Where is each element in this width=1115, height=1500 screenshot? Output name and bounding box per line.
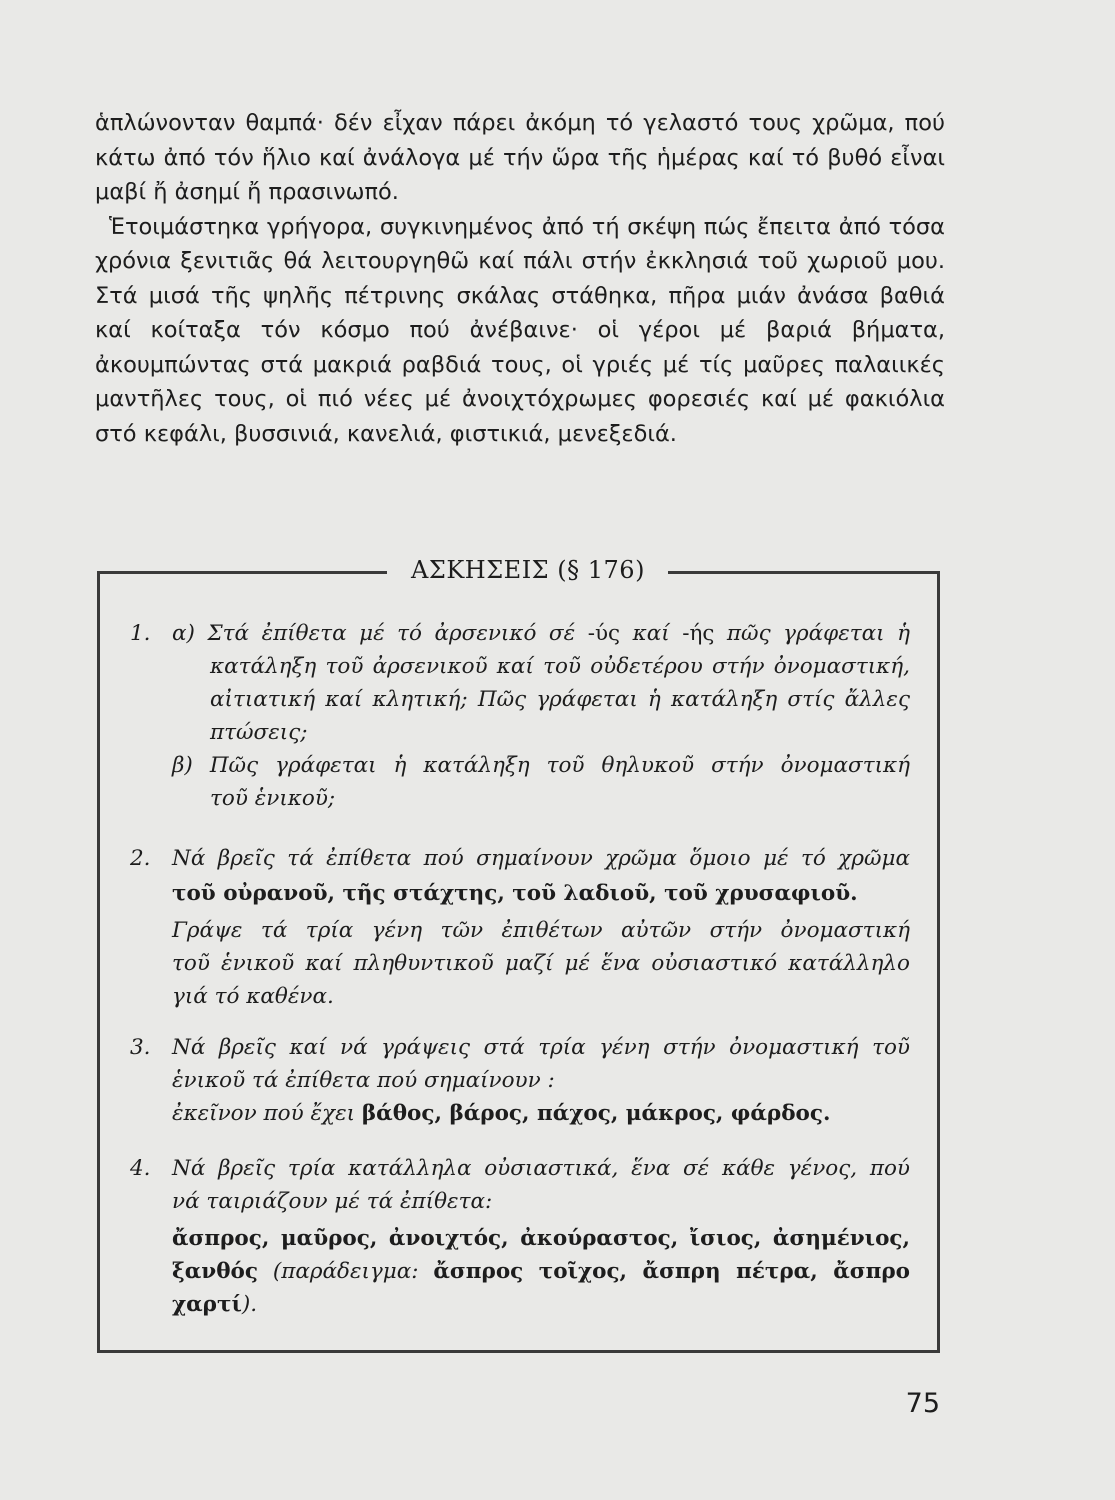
exercise-line: πτώσεις;: [210, 720, 308, 745]
prose-line: Ἑτοιμάστηκα γρήγορα, συγκινημένος ἀπό τή σκέψη πώς ἔπειτα: [109, 213, 831, 240]
prose-text: [95, 106, 945, 451]
exercise-line: [172, 1097, 910, 1130]
exercise-line: νά ταιριάζουν μέ τά ἐπίθετα:: [172, 1189, 493, 1214]
prose-line: μενεξεδιά.: [557, 420, 677, 447]
prose-line: τίς μαῦρες παλαιικές μαντῆλες τους, οἱ πιό νέες μέ ἀνοιχτόχρωμες: [95, 351, 945, 412]
prose-line: ἁπλώνονταν θαμπά· δέν εἶχαν πάρει ἀκόμη τό γελαστό τους χρῶμα,: [95, 110, 895, 136]
exercise-number: 4.: [130, 1156, 151, 1181]
exercise-line: κατάληξη τοῦ ἀρσενικοῦ καί τοῦ οὐδετέρου στήν ὀνομαστική,: [210, 654, 910, 679]
exercise-text: καί: [632, 621, 670, 646]
exercise-line: [172, 617, 910, 650]
exercise-4: [130, 1152, 910, 1321]
exercise-1: [130, 617, 910, 815]
ending-text: -ής: [682, 621, 715, 646]
prose-line: ἀπό τόσα χρόνια ξενιτιᾶς θά λειτουργηθῶ καί πάλι στήν ἐκκλησιά: [95, 213, 946, 274]
exercise-text: ).: [241, 1292, 258, 1317]
exercise-number: 3.: [130, 1035, 151, 1060]
bold-text: τοῦ οὐρανοῦ, τῆς στάχτης, τοῦ λαδιοῦ, τοῦ χρυσαφιοῦ.: [172, 881, 858, 906]
paragraph-1: [95, 106, 945, 210]
prose-line: μιάν ἀνάσα βαθιά καί κοίταξα τόν κόσμο πού ἀνέβαινε· οἱ γέροι μέ: [95, 282, 946, 343]
exercise-text: Πῶς γράφεται ἡ κατάληξη τοῦ θηλυκοῦ στήν ὀνομαστική: [209, 753, 910, 778]
sub-label: β): [172, 753, 193, 778]
exercise-text: πῶς γράφεται ἡ: [726, 621, 910, 646]
bold-text: ξανθός: [172, 1259, 258, 1284]
prose-line: φορεσιές καί μέ φακιόλια στό κεφάλι, βυσσινιά, κανελιά, φιστικιά,: [95, 386, 946, 447]
exercise-line: τοῦ ἑνικοῦ;: [210, 786, 336, 811]
exercise-line: Νά βρεῖς τά ἐπίθετα πού σημαίνουν χρῶμα ὅμοιο μέ τό χρῶμα: [172, 846, 910, 871]
prose-line: πού κάτω ἀπό τόν ἥλιο καί ἀνάλογα μέ τήν ὥρα τῆς ἡμέρας καί τό: [95, 110, 946, 171]
exercise-number: 1.: [130, 621, 151, 646]
bold-text: ἄσπρος, μαῦρος, ἀνοιχτός, ἀκούραστος, ἴσιος, ἀσημένιος,: [172, 1226, 910, 1251]
exercise-text: (παράδειγμα:: [272, 1259, 419, 1284]
ending-text: -ύς: [587, 621, 621, 646]
exercise-line: [172, 749, 910, 782]
exercise-line: αἰτιατική καί κλητική; Πῶς γράφεται ἡ κατάληξη στίς ἄλλες: [210, 687, 910, 712]
exercise-line: [172, 875, 910, 914]
exercise-line: γιά τό καθένα.: [172, 984, 334, 1009]
paragraph-2: [95, 210, 945, 452]
exercises-title: ΑΣΚΗΣΕΙΣ (§ 176): [411, 556, 645, 584]
exercise-line: Νά βρεῖς τρία κατάλληλα οὐσιαστικά, ἕνα σέ κάθε γένος, πού: [172, 1156, 910, 1181]
box-top-rule-right: [668, 571, 940, 574]
bold-text: χαρτί: [172, 1292, 242, 1317]
prose-line: βαριά βήματα, ἀκουμπώντας στά μακριά ραβδιά τους, οἱ γριές μέ: [95, 317, 945, 378]
prose-line: τοῦ χωριοῦ μου. Στά μισά τῆς ψηλῆς πέτρινης σκάλας στάθηκα, πῆρα: [95, 248, 946, 309]
exercise-line: [172, 1255, 910, 1288]
exercise-line: [172, 1218, 910, 1255]
exercise-text: Στά ἐπίθετα μέ τό ἀρσενικό σέ: [207, 621, 576, 646]
exercise-3: [130, 1031, 910, 1130]
prose-line: βυθό εἶναι μαβί ἤ ἀσημί ἤ πρασινωπό.: [95, 144, 946, 205]
box-top-rule-left: [97, 571, 387, 574]
exercise-number: 2.: [130, 846, 151, 871]
exercise-line: [172, 1288, 910, 1321]
exercise-line: Νά βρεῖς καί νά γράψεις στά τρία γένη στήν ὀνομαστική τοῦ: [172, 1035, 910, 1060]
sub-label: α): [172, 621, 195, 646]
bold-text: βάθος, βάρος, πάχος, μάκρος, φάρδος.: [361, 1101, 831, 1126]
exercise-line: Γράψε τά τρία γένη τῶν ἐπιθέτων αὐτῶν στήν ὀνομαστική: [172, 918, 910, 943]
exercise-line: τοῦ ἑνικοῦ καί πληθυντικοῦ μαζί μέ ἕνα οὐσιαστικό κατάλληλο: [172, 951, 910, 976]
exercise-text: ἐκεῖνον πού ἔχει: [172, 1101, 356, 1126]
exercise-2: [130, 842, 910, 1013]
page-number: 75: [905, 1388, 940, 1419]
exercise-line: ἑνικοῦ τά ἐπίθετα πού σημαίνουν :: [172, 1068, 555, 1093]
bold-text: ἄσπρος τοῖχος, ἄσπρη πέτρα, ἄσπρο: [433, 1259, 910, 1284]
